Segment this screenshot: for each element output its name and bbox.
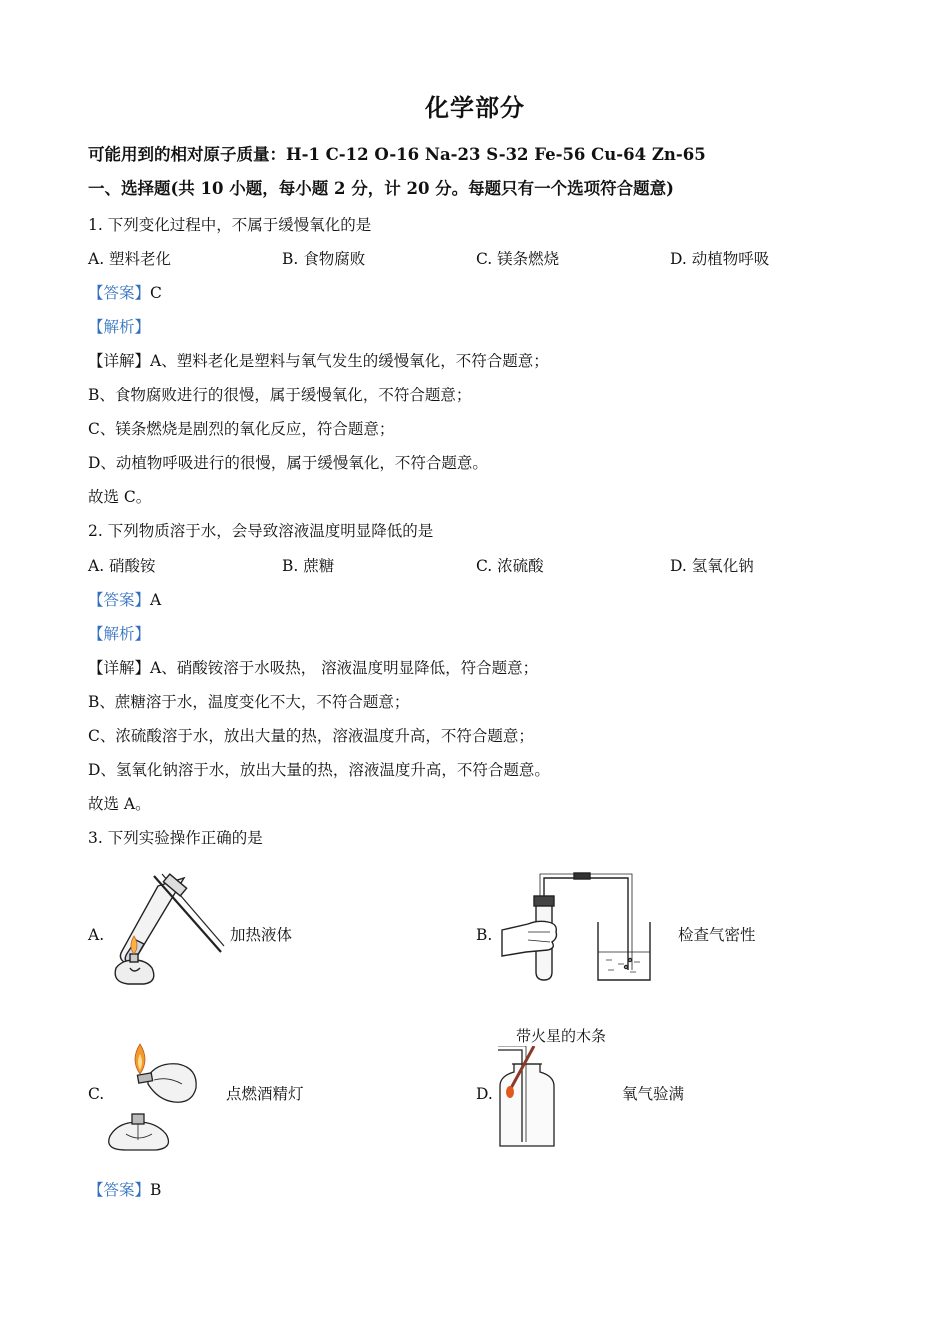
q3-option-b-letter: B. [476,926,493,944]
q2-option-a: A. 硝酸铵 [88,557,156,575]
answer-tag: 【答案】 [88,1181,151,1199]
q1-answer [88,283,162,303]
glowing-splint-label: 带火星的木条 [516,1027,607,1045]
q3-option-a-letter: A. [88,926,105,944]
airtightness-figure [498,872,658,984]
q2-answer-value: A [150,591,162,609]
answer-tag: 【答案】 [88,284,151,302]
q3-option-d-letter: D. [476,1085,493,1103]
q2-detail-a [88,658,538,678]
q3-answer-value: B [150,1181,162,1199]
q2-detail-d: D、氢氧化钠溶于水，放出大量的热，溶液温度升高，不符合题意。 [88,761,550,779]
q1-stem: 1. 下列变化过程中，不属于缓慢氧化的是 [88,216,372,234]
q1-option-a: A. 塑料老化 [88,250,172,268]
q2-option-b: B. 蔗糖 [282,557,335,575]
analysis-tag: 【解析】 [88,625,151,643]
detail-tag: 【详解】 [88,659,151,677]
q1-detail-text: A、塑料老化是塑料与氧气发生的缓慢氧化，不符合题意； [150,352,549,370]
q3-option-c-letter: C. [88,1085,105,1103]
q3-answer [88,1180,161,1200]
heating-liquid-figure [106,872,226,987]
page-title: 化学部分 [425,93,525,122]
lighting-lamp-figure [102,1040,212,1152]
q2-analysis [88,624,150,644]
q2-conclusion: 故选 A。 [88,795,151,813]
answer-tag: 【答案】 [88,591,151,609]
oxygen-test-figure [496,1046,560,1150]
q2-stem: 2. 下列物质溶于水，会导致溶液温度明显降低的是 [88,522,434,540]
q1-detail-b: B、食物腐败进行的很慢，属于缓慢氧化，不符合题意； [88,386,472,404]
q1-answer-value: C [150,284,162,302]
q1-analysis [88,317,150,337]
q2-answer [88,590,161,610]
q1-detail-a [88,351,549,371]
analysis-tag: 【解析】 [88,318,151,336]
q1-detail-d: D、动植物呼吸进行的很慢，属于缓慢氧化，不符合题意。 [88,454,488,472]
q3-option-d-caption: 氧气验满 [622,1085,685,1103]
q3-option-c-caption: 点燃酒精灯 [226,1085,304,1103]
detail-tag: 【详解】 [88,352,151,370]
q1-option-b: B. 食物腐败 [282,250,366,268]
q1-option-c: C. 镁条燃烧 [476,250,560,268]
q2-detail-text: A、硝酸铵溶于水吸热， 溶液温度明显降低，符合题意； [150,659,539,677]
atomic-masses: 可能用到的相对原子质量：H-1 C-12 O-16 Na-23 S-32 Fe-56 Cu-64 Zn-65 [88,145,706,164]
q3-option-b-caption: 检查气密性 [678,926,756,944]
section-heading: 一、选择题(共 10 小题，每小题 2 分，计 20 分。每题只有一个选项符合题意) [88,179,674,198]
q1-conclusion: 故选 C。 [88,488,152,506]
q2-option-d: D. 氢氧化钠 [670,557,754,575]
q3-stem: 3. 下列实验操作正确的是 [88,829,263,847]
q2-detail-b: B、蔗糖溶于水，温度变化不大，不符合题意； [88,693,410,711]
q3-option-a-caption: 加热液体 [230,926,293,944]
q1-detail-c: C、镁条燃烧是剧烈的氧化反应，符合题意； [88,420,395,438]
q2-option-c: C. 浓硫酸 [476,557,544,575]
q2-detail-c: C、浓硫酸溶于水，放出大量的热，溶液温度升高，不符合题意； [88,727,534,745]
q1-option-d: D. 动植物呼吸 [670,250,770,268]
